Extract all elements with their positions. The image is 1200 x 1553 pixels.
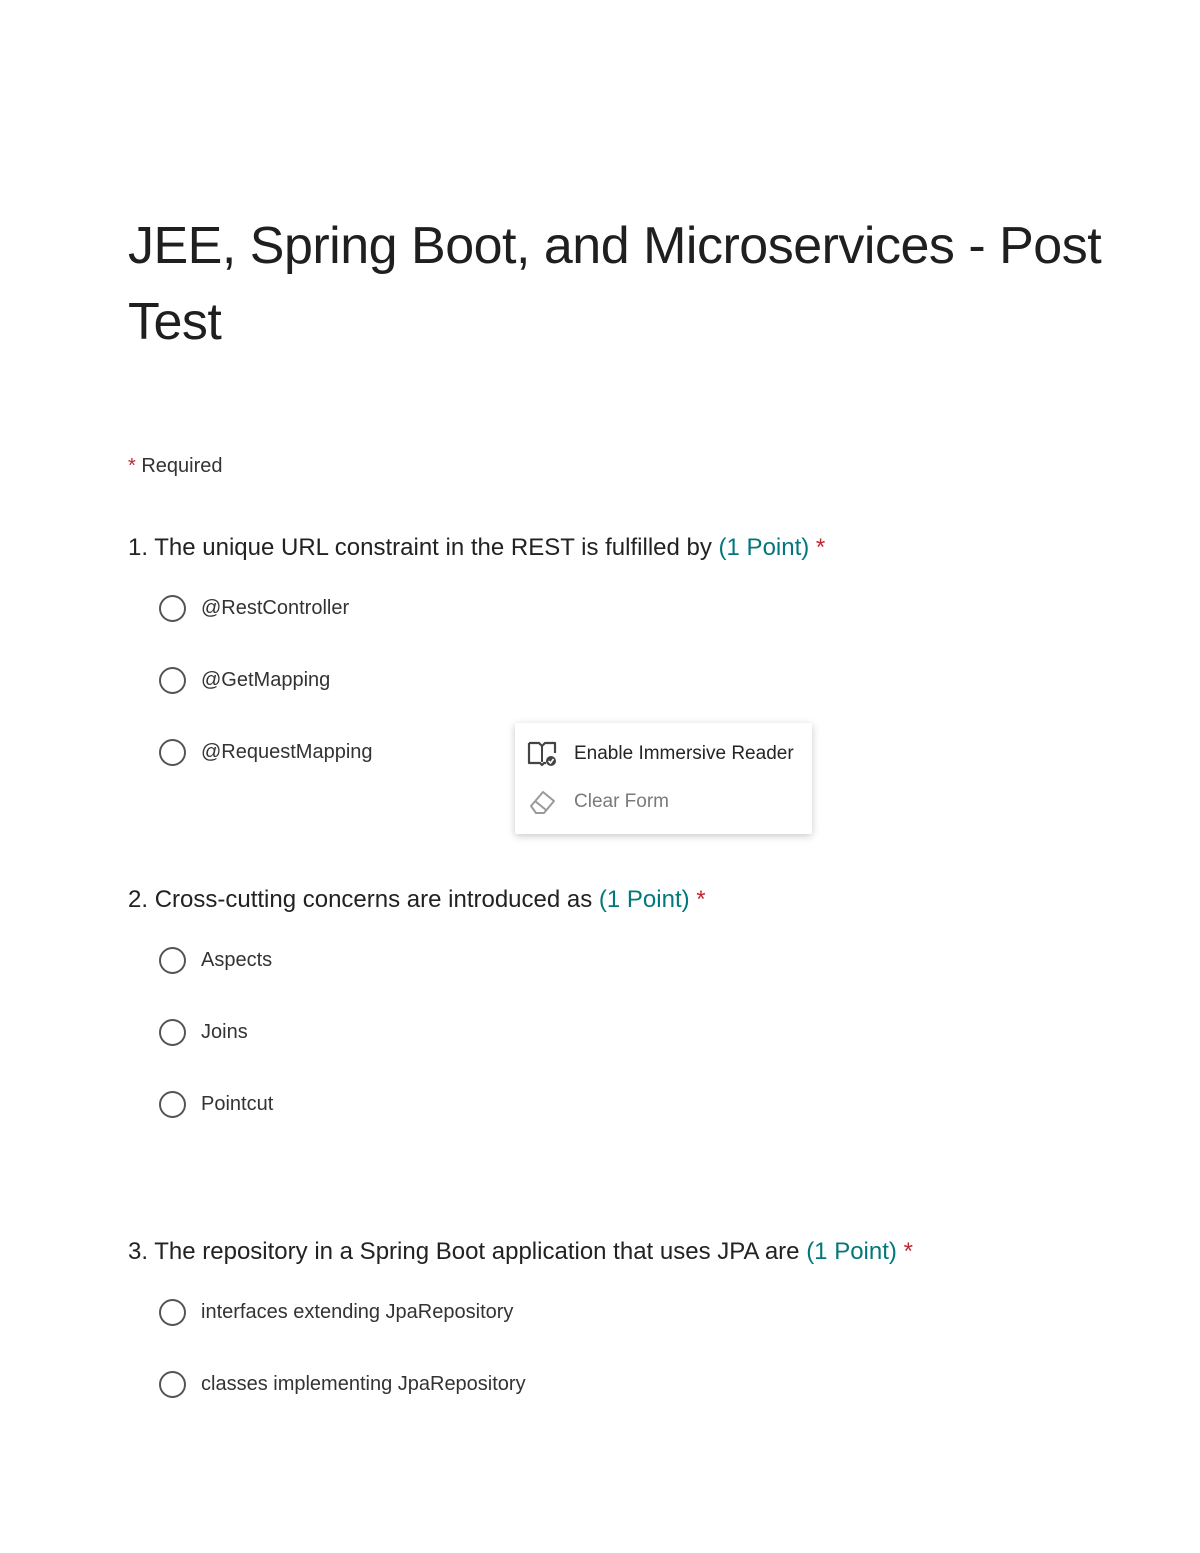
question-2-options — [128, 944, 1128, 1120]
required-note — [128, 455, 223, 478]
question-points: (1 Point) — [718, 534, 810, 561]
required-label: Required — [141, 455, 223, 477]
question-number: 3. — [128, 1238, 149, 1265]
radio-button[interactable] — [159, 1019, 186, 1046]
required-asterisk: * — [696, 886, 706, 913]
question-text: Cross-cutting concerns are introduced as — [154, 886, 593, 913]
radio-button[interactable] — [159, 595, 186, 622]
option-restcontroller[interactable] — [159, 592, 1128, 624]
option-aspects[interactable] — [159, 944, 1128, 976]
option-joins[interactable] — [159, 1016, 1128, 1048]
menu-item-clear-form[interactable] — [515, 780, 812, 824]
question-text: The unique URL constraint in the REST is fulfilled by — [154, 534, 712, 561]
option-getmapping[interactable] — [159, 664, 1128, 696]
question-points: (1 Point) — [806, 1238, 897, 1265]
radio-button[interactable] — [159, 1091, 186, 1118]
form-title: JEE, Spring Boot, and Microservices - Post Test — [128, 217, 1102, 351]
option-label: @GetMapping — [201, 668, 331, 691]
question-text: The repository in a Spring Boot application that uses JPA are — [154, 1238, 800, 1265]
option-interfaces-extending-jparepository[interactable] — [159, 1296, 1128, 1328]
option-label: Joins — [201, 1020, 248, 1043]
menu-item-label: Clear Form — [574, 791, 670, 812]
question-2 — [128, 884, 1128, 1160]
option-pointcut[interactable] — [159, 1088, 1128, 1120]
question-3-options — [128, 1296, 1128, 1400]
required-asterisk: * — [815, 534, 826, 561]
radio-button[interactable] — [159, 1371, 186, 1398]
option-label: classes implementing JpaRepository — [201, 1372, 526, 1395]
option-label: Aspects — [201, 948, 273, 971]
option-label: interfaces extending JpaRepository — [201, 1300, 514, 1323]
menu-item-enable-immersive-reader[interactable] — [515, 732, 812, 776]
radio-button[interactable] — [159, 1299, 186, 1326]
question-number: 2. — [128, 886, 149, 913]
radio-button[interactable] — [159, 947, 186, 974]
option-label: @RestController — [201, 596, 350, 619]
question-1-title — [128, 532, 1128, 564]
option-classes-implementing-jparepository[interactable] — [159, 1368, 1128, 1400]
required-asterisk: * — [903, 1238, 913, 1265]
question-points: (1 Point) — [598, 886, 690, 913]
question-3 — [128, 1236, 1128, 1440]
eraser-icon — [526, 786, 558, 818]
menu-item-label: Enable Immersive Reader — [574, 743, 794, 764]
question-3-title — [128, 1236, 1128, 1268]
required-asterisk: * — [128, 455, 136, 477]
immersive-reader-icon — [526, 738, 558, 770]
radio-button[interactable] — [159, 667, 186, 694]
question-number: 1. — [128, 534, 149, 561]
option-label: Pointcut — [201, 1092, 274, 1115]
context-menu — [515, 723, 812, 834]
radio-button[interactable] — [159, 739, 186, 766]
question-2-title — [128, 884, 1128, 916]
option-label: @RequestMapping — [201, 740, 373, 763]
